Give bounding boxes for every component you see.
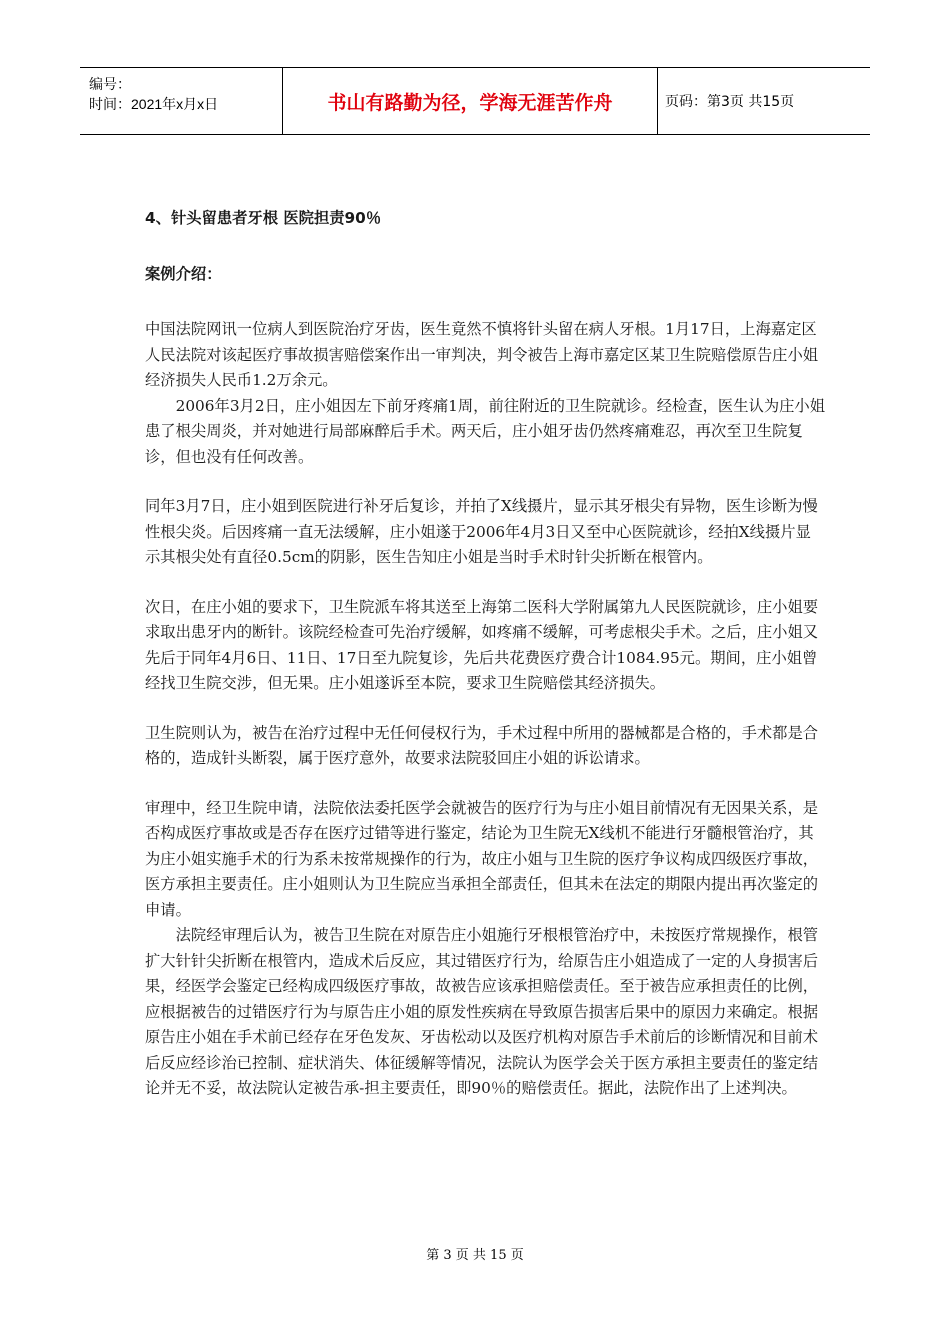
document-time: 时间：2021年x月x日: [89, 96, 219, 112]
page-footer: 第 3 页 共 15 页: [426, 1248, 524, 1263]
header-motto: 书山有路勤为径，学海无涯苦作舟: [283, 68, 658, 134]
header-meta: [80, 68, 283, 134]
paragraph: 法院经审理后认为，被告卫生院在对原告庄小姐施行牙根根管治疗中，未按医疗常规操作，根管扩大针针尖折断在根管内，造成术后反应，其过错医疗行为，给原告庄小姐造成了一定的人身损害后果，经医学会鉴定已经构成四级医疗事故，故被告应该承担赔偿责任。至于被告应承担责任的比例，应根据被告的过错医疗行为与原告庄小姐的原发性疾病在导致原告损害后果中的原因力来确定。根据原告庄小姐在手术前已经存在牙色发灰、牙齿松动以及医疗机构对原告手术前后的诊断情况和目前术后反应经诊治已控制、症状消失、体征缓解等情况，法院认为医学会关于医方承担主要责任的鉴定结论并无不妥，故法院认定被告承-担主要责任，即90％的赔偿责任。据此，法院作出了上述判决。: [145, 926, 819, 1097]
header-page-info: 页码：第3页 共15页: [665, 94, 795, 110]
paragraph: 次日，在庄小姐的要求下，卫生院派车将其送至上海第二医科大学附属第九人民医院就诊，庄小姐要求取出患牙内的断针。该院经检查可先治疗缓解，如疼痛不缓解，可考虑根尖手术。之后，庄小姐又先后于同年4月6日、11日、17日至九院复诊，先后共花费医疗费合计1084.95元。期间，庄小姐曾经找卫生院交涉，但无果。庄小姐遂诉至本院，要求卫生院赔偿其经济损失。: [145, 597, 819, 692]
paragraph: 同年3月7日，庄小姐到医院进行补牙后复诊，并拍了X线摄片，显示其牙根尖有异物，医生诊断为慢性根尖炎。后因疼痛一直无法缓解，庄小姐遂于2006年4月3日又至中心医院就诊，经拍X线摄片显示其根尖处有直径0.5cm的阴影，医生告知庄小姐是当时手术时针尖折断在根管内。: [145, 497, 818, 566]
paragraph: 2006年3月2日，庄小姐因左下前牙疼痛1周，前往附近的卫生院就诊。经检查，医生认为庄小姐患了根尖周炎，并对她进行局部麻醉后手术。两天后，庄小姐牙齿仍然疼痛难忍，再次至卫生院复诊，但也没有任何改善。: [145, 396, 826, 466]
paragraph: 卫生院则认为，被告在治疗过程中无任何侵权行为，手术过程中所用的器械都是合格的，手术都是合格的，造成针头断裂，属于医疗意外，故要求法院驳回庄小姐的诉讼请求。: [145, 723, 819, 767]
article-body: [145, 206, 825, 1102]
paragraph: 审理中，经卫生院申请，法院依法委托医学会就被告的医疗行为与庄小姐目前情况有无因果关系，是否构成医疗事故或是否存在医疗过错等进行鉴定，结论为卫生院无X线机不能进行牙髓根管治疗，其为庄小姐实施手术的行为系未按常规操作的行为，故庄小姐与卫生院的医疗争议构成四级医疗事故，医方承担主要责任。庄小姐则认为卫生院应当承担全部责任，但其未在法定的期限内提出再次鉴定的申请。: [145, 798, 819, 919]
page-header: [80, 67, 870, 135]
document-number: 编号：: [89, 76, 131, 92]
section-label: 案例介绍：: [145, 264, 222, 283]
paragraph: 中国法院网讯一位病人到医院治疗牙齿，医生竟然不慎将针头留在病人牙根。1月17日，上海嘉定区人民法院对该起医疗事故损害赔偿案作出一审判决，判令被告上海市嘉定区某卫生院赔偿原告庄小姐经济损失人民币1.2万余元。: [145, 320, 819, 389]
article-title: 4、针头留患者牙根 医院担责90％: [145, 209, 382, 227]
